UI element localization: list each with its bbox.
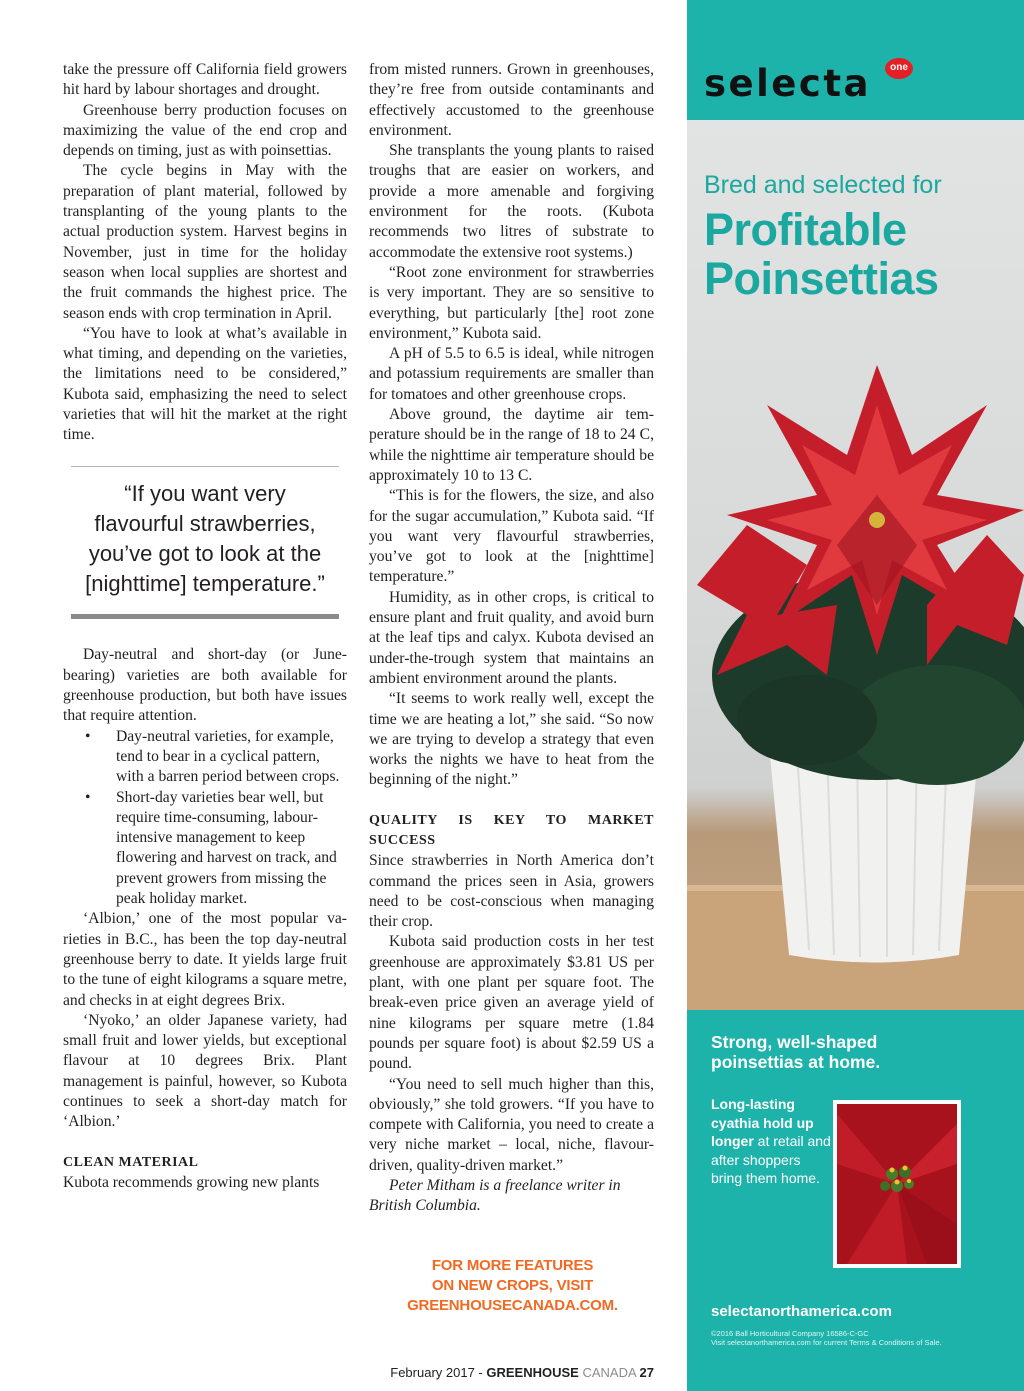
section-heading: CLEAN MATERIAL	[63, 1154, 199, 1170]
article-column-1	[63, 60, 347, 1193]
issue-date: February 2017 -	[390, 1365, 487, 1380]
paragraph: Since strawberries in North America don’t command the prices seen in Asia, growers need to be cost-conscious when managing their crop.	[369, 852, 654, 931]
selecta-one-badge: one	[885, 58, 913, 79]
article-column-2	[369, 60, 654, 1217]
magazine-name-primary: GREENHOUSE	[486, 1365, 579, 1380]
pull-quote-top-rule	[71, 466, 339, 467]
pull-quote-bottom-rule	[71, 614, 339, 619]
list-item: • Day-neutral varieties, for example, tend to bear in a cyclical pattern, with a barren period between crops.	[63, 727, 347, 788]
paragraph: A pH of 5.5 to 6.5 is ideal, while nitrogen and potassium requirements are smaller than for tomatoes and other greenhouse crops.	[369, 345, 654, 403]
cta-link[interactable]: GREENHOUSECANADA.COM.	[407, 1297, 618, 1314]
paragraph: “It seems to work really well, except the time we are heating a lot,” she said. “So now we are trying to develop a strategy that even works the nights we have to heat from the beginning of the night.”	[369, 690, 654, 789]
ad-body-copy	[711, 1095, 831, 1188]
cta-line: ON NEW CROPS, VISIT	[431, 1277, 594, 1294]
cta-line: FOR MORE FEATURES	[431, 1257, 594, 1274]
paragraph: She transplants the young plants to raised troughs that are easier on workers, and provide a more amenable and forgiving environment for the roots. (Kubota recommends two litres of substrate to accommodate the extensive root systems.)	[369, 142, 654, 261]
ad-subheadline-line: Strong, well-shaped	[711, 1032, 878, 1052]
ad-subheadline	[711, 1032, 1011, 1072]
paragraph: take the pressure off California field growers hit hard by labour shortages and drought.	[63, 61, 347, 99]
paragraph: Kubota recommends growing new plants	[63, 1173, 320, 1191]
paragraph: ‘Albion,’ one of the most popular varieties in B.C., has been the top day-neutral greenhouse berry to date. It yields large fruit to the tune of eight kilograms a square metre, and checks in at eight degrees Brix.	[63, 910, 347, 1009]
paragraph: Day-neutral and short-day (or June-bearing) varieties are both available for greenhouse production, but both have issues that require attention.	[63, 646, 347, 725]
paragraph: from misted runners. Grown in greenhouses, they’re free from outside contaminants and effectively accustomed to the greenhouse environment.	[369, 61, 654, 139]
magazine-name-secondary: CANADA	[578, 1365, 640, 1380]
ad-headline	[704, 205, 939, 303]
dark-leaves	[737, 675, 877, 765]
closeup-illustration	[837, 1104, 957, 1264]
ad-subheadline-line: poinsettias at home.	[711, 1052, 881, 1072]
ad-body-rest: at retail and after shoppers bring them home.	[711, 1133, 831, 1186]
ad-legal-line: ©2016 Ball Horticultural Company 16586-C-GC	[711, 1329, 869, 1338]
pull-quote	[71, 466, 339, 620]
page-number: 27	[639, 1365, 654, 1380]
ad-headline-line: Poinsettias	[704, 253, 939, 304]
ad-tagline: Bred and selected for	[704, 171, 942, 199]
bullet-list	[63, 727, 347, 910]
paragraph: “You have to look at what’s available in what timing, and depending on the varieties, the limitations need to be considered,” Kubota said, emphasizing the need to select varieties that will hit the market at the right time.	[63, 324, 347, 444]
paragraph: Kubota said production costs in her test greenhouse are approximately $3.81 US per plant, with one plant per square foot. The break-even price given an average yield of nine kilograms per square metre (1.84 pounds per square foot) is about $2.59 US a pound.	[369, 933, 654, 1073]
selecta-logo: selecta	[704, 62, 871, 105]
section-heading: QUALITY IS KEY TO MARKET SUCCESS	[369, 812, 654, 848]
ad-headline-line: Profitable	[704, 204, 907, 255]
ad-website-link[interactable]: selectanorthamerica.com	[711, 1303, 892, 1320]
paragraph: “You need to sell much higher than this, obviously,” she told growers. “If you have to compete with California, you need to create a very niche market – local, niche, flavour-driven, quality-driven market.”	[369, 1075, 654, 1174]
cyathia	[869, 512, 885, 528]
paragraph: Greenhouse berry production focuses on maximizing the value of the end crop and depends on timing, just as with poinsettias.	[63, 101, 347, 160]
paragraph: Above ground, the daytime air temperature should be in the range of 18 to 24 C, while the nighttime air temperature should be approximately 10 to 13 C.	[369, 406, 654, 484]
paragraph: Humidity, as in other crops, is critical to ensure plant and fruit quality, and avoid burn at the leaf tips and calyx. Kubota devised an under-the-trough system that maintains an ambient environment around the plants.	[369, 588, 654, 687]
poinsettia-closeup-image	[833, 1100, 961, 1268]
poinsettia-plant-image	[687, 345, 1024, 1010]
paragraph: “Root zone environment for strawberries is very important. They are so sensitive to everything, but particularly [the] root zone environment,” Kubota said.	[369, 263, 654, 342]
ad-legal-line: Visit selectanorthamerica.com for current Terms & Conditions of Sale.	[711, 1338, 942, 1347]
author-byline: Peter Mitham is a freelance writer in British Columbia.	[369, 1177, 621, 1215]
ad-legal-text	[711, 1329, 1011, 1347]
paragraph: The cycle begins in May with the preparation of plant material, followed by transplanting of the young plants to the actual production system. Harvest begins in November, just in time for the holiday season when local supplies are shortest and the fruit commands the highest price. The season ends with crop termination in April.	[63, 162, 347, 322]
page-footer	[369, 1365, 654, 1380]
paragraph: “This is for the flowers, the size, and also for the sugar accumulation,” Kubota said. “If you want very flavourful strawberries, you’ve got to look at the [nighttime] temperature.”	[369, 487, 654, 586]
features-cta	[370, 1256, 655, 1316]
selecta-advertisement	[687, 0, 1024, 1391]
pull-quote-text: “If you want very flavourful strawberries, you’ve got to look at the [nighttime] temperature.”	[85, 480, 325, 597]
ad-body-bold: Long-lasting cyathia hold up longer	[711, 1096, 814, 1149]
list-item: • Short-day varieties bear well, but require time-consuming, labour-intensive management to keep flowering and harvest on track, and prevent growers from missing the peak holiday market.	[63, 788, 347, 910]
paragraph: ‘Nyoko,’ an older Japanese variety, had small fruit and lower yields, but exceptional flavour at 10 degrees Brix. Plant management is painful, however, so Kubota continues to seek a short-day match for ‘Albion.’	[63, 1011, 347, 1131]
